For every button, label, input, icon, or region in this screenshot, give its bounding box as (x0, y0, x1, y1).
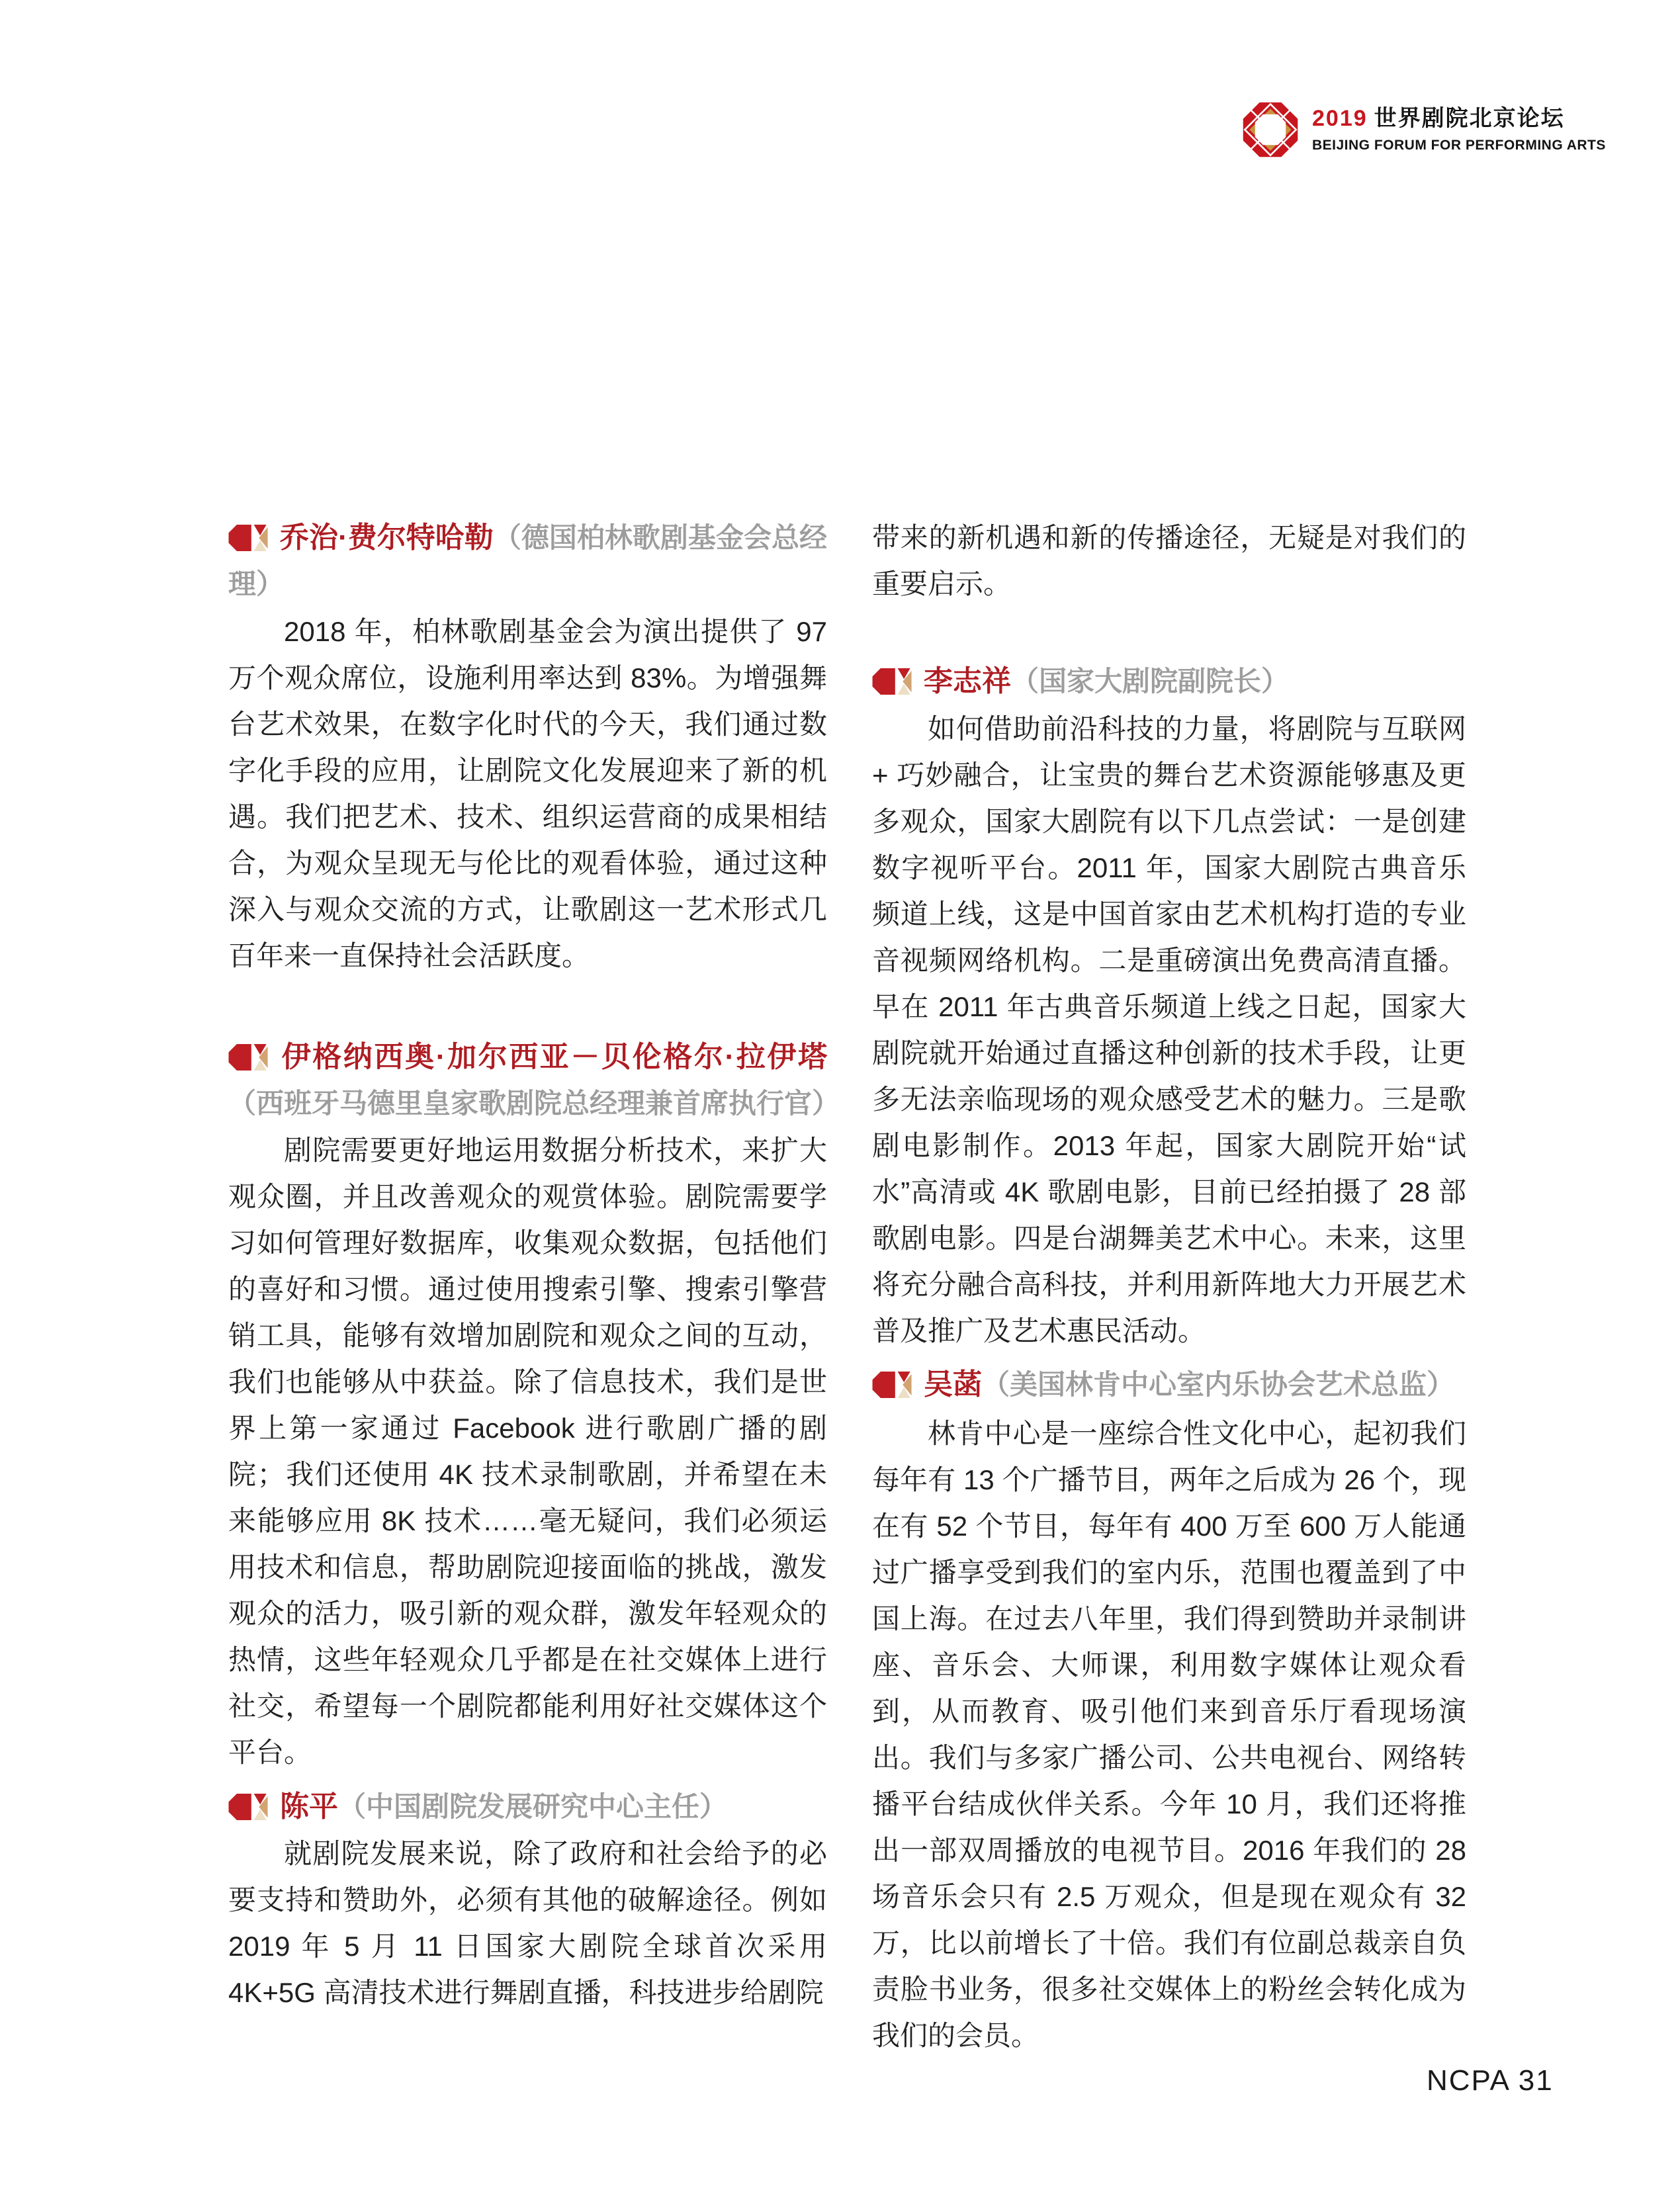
speaker-affiliation: （德国柏林歌剧基金会总经理） (228, 522, 827, 599)
speaker-bullet-icon (872, 1372, 913, 1398)
speaker-bullet-icon (228, 1794, 269, 1820)
speaker-bullet-icon (872, 668, 913, 695)
speech-paragraph: 就剧院发展来说，除了政府和社会给予的必要支持和赞助外，必须有其他的破解途径。例如 2019 年 5 月 11 日国家大剧院全球首次采用 4K+5G 高清技术进行舞剧直播，科技进步给剧院 (228, 1838, 827, 2008)
brand-title-cn-line (1312, 105, 1606, 132)
page-number: NCPA 31 (1427, 2064, 1554, 2097)
speaker-name: 伊格纳西奥·加尔西亚－贝伦格尔·拉伊塔 (280, 1041, 827, 1073)
speaker-name: 乔治·费尔特哈勒 (280, 521, 494, 554)
speech-paragraph: 如何借助前沿科技的力量，将剧院与互联网 + 巧妙融合，让宝贵的舞台艺术资源能够惠及更多观众，国家大剧院有以下几点尝试：一是创建数字视听平台。2011 年，国家大剧院古典音乐频道上线，这是中国首家由艺术机构打造的专业音视频网络机构。二是重磅演出免费高清直播。早在 2011 年古典音乐频道上线之日起，国家大剧院就开始通过直播这种创新的技术手段，让更多无法亲临现场的观众感受艺术的魅力。三是歌剧电影制作。2013 年起，国家大剧院开始“试水”高清或 4K 歌剧电影，目前已经拍摄了 28 部歌剧电影。四是台湖舞美艺术中心。未来，这里将充分融合高科技，并利用新阵地大力开展艺术普及推广及艺术惠民活动。 (872, 713, 1466, 1346)
forum-octagon-logo-icon (1242, 101, 1299, 158)
brand-title-cn: 世界剧院北京论坛 (1374, 106, 1565, 131)
speaker-bullet-icon (228, 1044, 269, 1071)
speaker-affiliation: （国家大剧院副院长） (1011, 666, 1290, 697)
brand-text (1312, 101, 1606, 153)
speaker-header-wuhan (872, 1362, 1466, 1408)
speaker-affiliation: （中国剧院发展研究中心主任） (338, 1791, 728, 1822)
speaker-affiliation: （美国林肯中心室内乐协会艺术总监） (982, 1369, 1455, 1400)
speaker-name: 吴菡 (924, 1368, 982, 1401)
speaker-bullet-icon (228, 525, 269, 551)
speech-paragraph: 林肯中心是一座综合性文化中心，起初我们每年有 13 个广播节目，两年之后成为 26 个，现在有 52 个节目，每年有 400 万至 600 万人能通过广播享受到我们的室内乐，范围也覆盖到了中国上海。在过去八年里，我们得到赞助并录制讲座、音乐会、大师课，利用数字媒体让观众看到，从而教育、吸引他们来到音乐厅看现场演出。我们与多家广播公司、公共电视台、网络转播平台结成伙伴关系。今年 10 月，我们还将推出一部双周播放的电视节目。2016 年我们的 28 场音乐会只有 2.5 万观众，但是现在观众有 32 万，比以前增长了十倍。我们有位副总裁亲自负责脸书业务，很多社交媒体上的粉丝会转化成为我们的会员。 (872, 1418, 1466, 2051)
speaker-affiliation: （西班牙马德里皇家歌剧院总经理兼首席执行官） (228, 1088, 840, 1119)
speaker-header-lizhixiang (872, 658, 1466, 705)
brand-title-en: BEIJING FORUM FOR PERFORMING ARTS (1312, 138, 1606, 153)
speech-paragraph: 2018 年，柏林歌剧基金会为演出提供了 97 万个观众席位，设施利用率达到 83%。为增强舞台艺术效果，在数字化时代的今天，我们通过数字化手段的应用，让剧院文化发展迎来了新的机遇。我们把艺术、技术、组织运营商的成果相结合，为观众呈现无与伦比的观看体验，通过这种深入与观众交流的方式，让歌剧这一艺术形式几百年来一直保持社会活跃度。 (228, 616, 827, 971)
brand-header (1242, 101, 1606, 158)
speaker-header-garcia-belenguer (228, 1034, 840, 1127)
speaker-name: 李志祥 (924, 665, 1011, 697)
brand-year: 2019 (1312, 106, 1368, 131)
speaker-name: 陈平 (280, 1790, 338, 1823)
speech-paragraph-continuation: 带来的新机遇和新的传播途径，无疑是对我们的重要启示。 (872, 522, 1466, 599)
speech-paragraph: 剧院需要更好地运用数据分析技术，来扩大观众圈，并且改善观众的观赏体验。剧院需要学习如何管理好数据库，收集观众数据，包括他们的喜好和习惯。通过使用搜索引擎、搜索引擎营销工具，能够有效增加剧院和观众之间的互动，我们也能够从中获益。除了信息技术，我们是世界上第一家通过 Facebook 进行歌剧广播的剧院；我们还使用 4K 技术录制歌剧，并希望在未来能够应用 8K 技术……毫无疑问，我们必须运用技术和信息，帮助剧院迎接面临的挑战，激发观众的活力，吸引新的观众群，激发年轻观众的热情，这些年轻观众几乎都是在社交媒体上进行社交，希望每一个剧院都能利用好社交媒体这个平台。 (228, 1135, 827, 1768)
speaker-header-feltehaler (228, 515, 827, 607)
speaker-header-chenping (228, 1784, 827, 1830)
